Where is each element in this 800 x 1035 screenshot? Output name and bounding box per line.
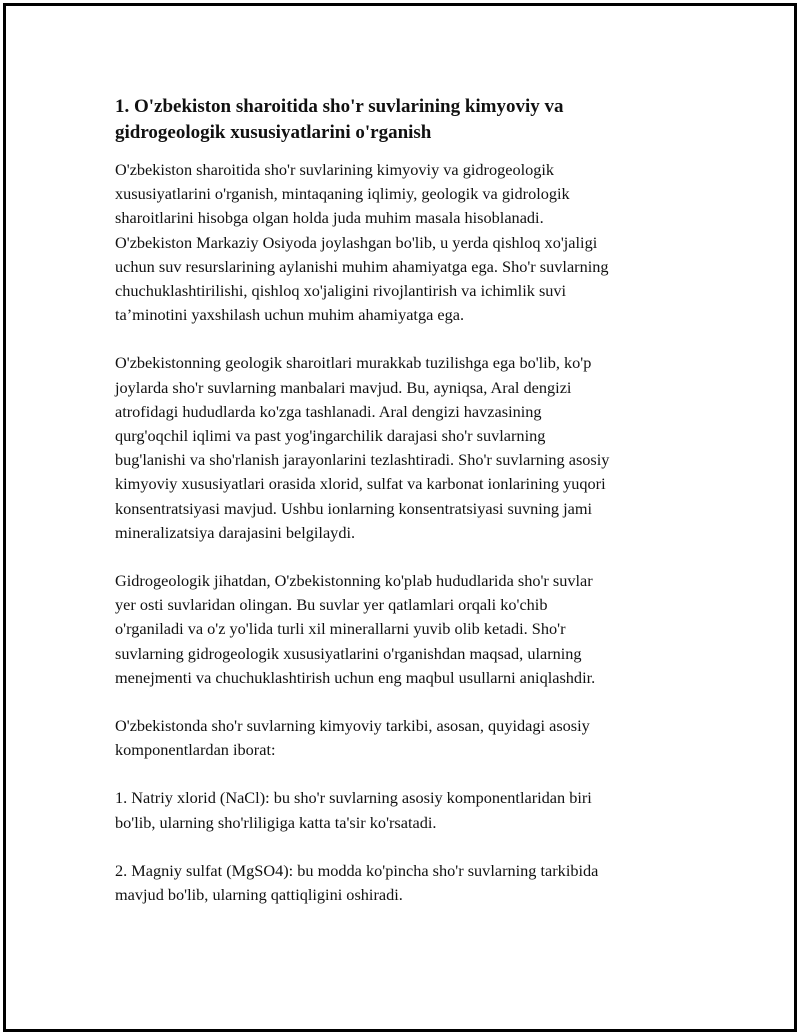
list-item-magnesium-sulfate (115, 859, 695, 907)
text-line: suvlarning gidrogeologik xususiyatlarini o'rganishdan maqsad, ularning (115, 643, 582, 663)
text-line: O'zbekistonda sho'r suvlarning kimyoviy tarkibi, asosan, quyidagi asosiy (115, 716, 590, 736)
text-line: qurg'oqchil iqlimi va past yog'ingarchilik darajasi sho'r suvlarning (115, 426, 546, 446)
text-line: O'zbekiston Markaziy Osiyoda joylashgan bo'lib, u yerda qishloq xo'jaligi (115, 232, 598, 252)
document-body (115, 94, 695, 907)
text-line: yer osti suvlaridan olingan. Bu suvlar yer qatlamlari orqali ko'chib (115, 595, 548, 615)
text-line: 2. Magniy sulfat (MgSO4): bu modda ko'pincha sho'r suvlarning tarkibida (115, 860, 599, 880)
section-title (115, 94, 695, 146)
paragraph-hydrogeology (115, 569, 695, 690)
text-line: bug'lanishi va sho'rlanish jarayonlarini tezlashtiradi. Sho'r suvlarning asosiy (115, 450, 610, 470)
text-line: joylarda sho'r suvlarning manbalari mavjud. Bu, ayniqsa, Aral dengizi (115, 377, 572, 397)
paragraph-intro (115, 158, 695, 327)
title-line: 1. O'zbekiston sharoitida sho'r suvlarining kimyoviy va (115, 96, 564, 117)
paragraph-composition (115, 714, 695, 762)
paragraph-geology (115, 351, 695, 545)
text-line: Gidrogeologik jihatdan, O'zbekistonning ko'plab hududlarida sho'r suvlar (115, 571, 593, 591)
text-line: O'zbekistonning geologik sharoitlari murakkab tuzilishga ega bo'lib, ko'p (115, 353, 592, 373)
text-line: o'rganiladi va o'z yo'lida turli xil minerallarni yuvib olib ketadi. Sho'r (115, 619, 566, 639)
text-line: mineralizatsiya darajasini belgilaydi. (115, 522, 356, 542)
text-line: menejmenti va chuchuklashtirish uchun eng maqbul usullarni aniqlashdir. (115, 667, 596, 687)
text-line: uchun suv resurslarining aylanishi muhim ahamiyatga ega. Sho'r suvlarning (115, 256, 609, 276)
text-line: 1. Natriy xlorid (NaCl): bu sho'r suvlarning asosiy komponentlaridan biri (115, 788, 592, 808)
text-line: sharoitlarini hisobga olgan holda juda muhim masala hisoblanadi. (115, 208, 544, 228)
text-line: atrofidagi hududlarda ko'zga tashlanadi. Aral dengizi havzasining (115, 401, 542, 421)
title-line: gidrogeologik xususiyatlarini o'rganish (115, 122, 432, 143)
text-line: chuchuklashtirilishi, qishloq xo'jaligini rivojlantirish va ichimlik suvi (115, 281, 567, 301)
text-line: mavjud bo'lib, ularning qattiqligini oshiradi. (115, 885, 403, 905)
text-line: xususiyatlarini o'rganish, mintaqaning iqlimiy, geologik va gidrologik (115, 184, 570, 204)
text-line: ta’minotini yaxshilash uchun muhim ahamiyatga ega. (115, 305, 465, 325)
text-line: komponentlardan iborat: (115, 740, 276, 760)
text-line: O'zbekiston sharoitida sho'r suvlarining kimyoviy va gidrogeologik (115, 160, 555, 179)
list-item-sodium-chloride (115, 786, 695, 834)
text-line: konsentratsiyasi mavjud. Ushbu ionlarning konsentratsiyasi suvning jami (115, 498, 593, 518)
text-line: kimyoviy xususiyatlari orasida xlorid, sulfat va karbonat ionlarining yuqori (115, 474, 606, 494)
text-line: bo'lib, ularning sho'rliligiga katta ta'sir ko'rsatadi. (115, 812, 437, 832)
